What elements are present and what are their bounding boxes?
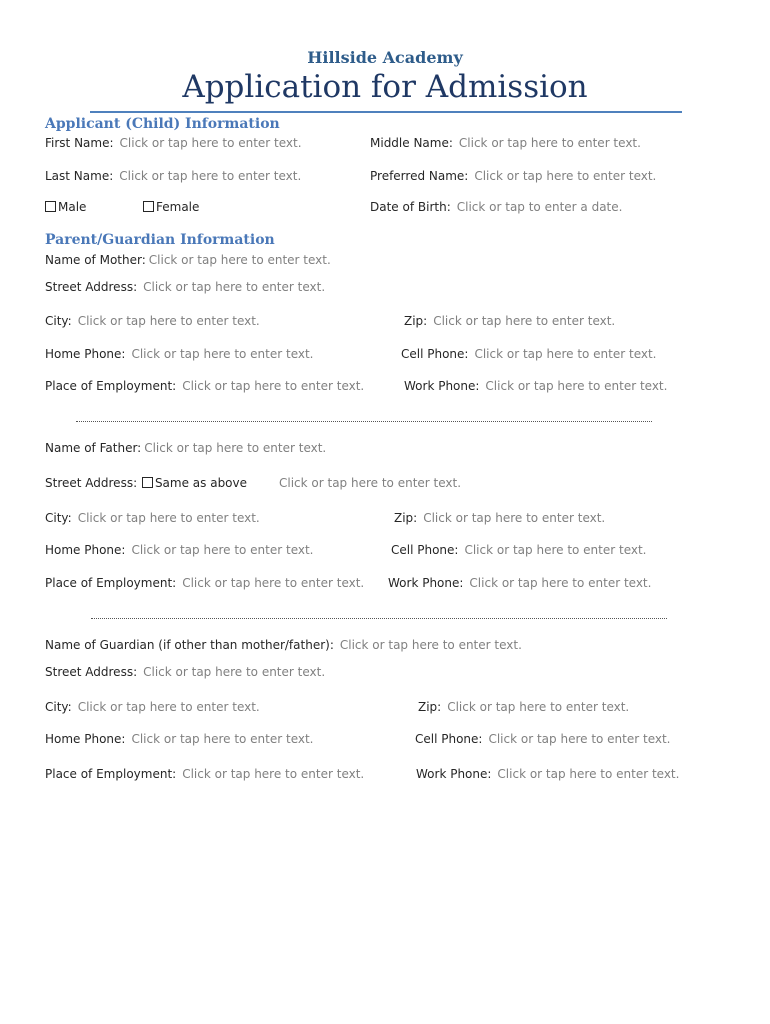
middle-name-field[interactable]: Click or tap here to enter text. bbox=[458, 136, 641, 150]
mother-city-label: City: bbox=[45, 314, 72, 328]
father-street-field-wrap bbox=[273, 476, 461, 490]
father-name-label: Name of Father: bbox=[45, 441, 142, 455]
guardian-name-label: Name of Guardian (if other than mother/father): bbox=[45, 638, 334, 652]
mother-employment-field[interactable]: Click or tap here to enter text. bbox=[182, 379, 365, 393]
guardian-zip-row bbox=[418, 700, 629, 714]
father-name-row bbox=[45, 441, 326, 455]
father-zip-label: Zip: bbox=[394, 511, 418, 525]
mother-city-row bbox=[45, 314, 260, 328]
father-cell-phone-row bbox=[391, 543, 647, 557]
mother-home-phone-label: Home Phone: bbox=[45, 347, 126, 361]
father-street-field[interactable]: Click or tap here to enter text. bbox=[279, 476, 462, 490]
mother-zip-label: Zip: bbox=[404, 314, 428, 328]
applicant-section-heading: Applicant (Child) Information bbox=[45, 116, 280, 132]
same-as-above-label: Same as above bbox=[154, 476, 248, 490]
guardian-home-phone-row bbox=[45, 732, 314, 746]
guardian-street-field[interactable]: Click or tap here to enter text. bbox=[143, 665, 326, 679]
section-divider bbox=[91, 618, 667, 619]
mother-city-field[interactable]: Click or tap here to enter text. bbox=[77, 314, 260, 328]
male-label: Male bbox=[58, 200, 87, 214]
dob-label: Date of Birth: bbox=[370, 200, 451, 214]
father-employment-row bbox=[45, 576, 364, 590]
guardian-name-row bbox=[45, 638, 522, 652]
preferred-name-field[interactable]: Click or tap here to enter text. bbox=[474, 169, 657, 183]
guardian-cell-phone-field[interactable]: Click or tap here to enter text. bbox=[488, 732, 671, 746]
mother-home-phone-field[interactable]: Click or tap here to enter text. bbox=[131, 347, 314, 361]
mother-zip-field[interactable]: Click or tap here to enter text. bbox=[433, 314, 616, 328]
preferred-name-label: Preferred Name: bbox=[370, 169, 469, 183]
guardian-work-phone-row bbox=[416, 767, 679, 781]
guardian-employment-field[interactable]: Click or tap here to enter text. bbox=[182, 767, 365, 781]
mother-street-field[interactable]: Click or tap here to enter text. bbox=[143, 280, 326, 294]
father-cell-phone-label: Cell Phone: bbox=[391, 543, 459, 557]
father-work-phone-field[interactable]: Click or tap here to enter text. bbox=[469, 576, 652, 590]
female-option[interactable] bbox=[143, 200, 199, 214]
father-home-phone-row bbox=[45, 543, 314, 557]
father-employment-field[interactable]: Click or tap here to enter text. bbox=[182, 576, 365, 590]
mother-employment-label: Place of Employment: bbox=[45, 379, 177, 393]
father-street-row bbox=[45, 476, 247, 490]
guardian-work-phone-label: Work Phone: bbox=[416, 767, 492, 781]
guardian-name-field[interactable]: Click or tap here to enter text. bbox=[339, 638, 522, 652]
guardian-street-label: Street Address: bbox=[45, 665, 138, 679]
guardian-zip-label: Zip: bbox=[418, 700, 442, 714]
first-name-row bbox=[45, 136, 302, 150]
father-name-field[interactable]: Click or tap here to enter text. bbox=[144, 441, 327, 455]
mother-street-label: Street Address: bbox=[45, 280, 138, 294]
guardian-city-row bbox=[45, 700, 260, 714]
male-option[interactable] bbox=[45, 200, 86, 214]
mother-work-phone-field[interactable]: Click or tap here to enter text. bbox=[485, 379, 668, 393]
mother-street-row bbox=[45, 280, 325, 294]
guardian-city-field[interactable]: Click or tap here to enter text. bbox=[77, 700, 260, 714]
dob-field[interactable]: Click or tap to enter a date. bbox=[456, 200, 623, 214]
female-label: Female bbox=[156, 200, 200, 214]
guardian-employment-row bbox=[45, 767, 364, 781]
same-as-above-checkbox[interactable] bbox=[142, 477, 153, 488]
mother-name-row bbox=[45, 253, 331, 267]
guardian-work-phone-field[interactable]: Click or tap here to enter text. bbox=[497, 767, 680, 781]
guardian-street-row bbox=[45, 665, 325, 679]
father-street-label: Street Address: bbox=[45, 476, 138, 490]
father-work-phone-label: Work Phone: bbox=[388, 576, 464, 590]
dob-row bbox=[370, 200, 622, 214]
title-underline bbox=[90, 111, 682, 113]
father-city-label: City: bbox=[45, 511, 72, 525]
father-employment-label: Place of Employment: bbox=[45, 576, 177, 590]
father-city-field[interactable]: Click or tap here to enter text. bbox=[77, 511, 260, 525]
school-name: Hillside Academy bbox=[307, 48, 463, 67]
mother-cell-phone-label: Cell Phone: bbox=[401, 347, 469, 361]
section-divider bbox=[76, 421, 652, 422]
father-home-phone-field[interactable]: Click or tap here to enter text. bbox=[131, 543, 314, 557]
page-title: Application for Admission bbox=[182, 69, 588, 105]
mother-cell-phone-row bbox=[401, 347, 657, 361]
father-zip-field[interactable]: Click or tap here to enter text. bbox=[423, 511, 606, 525]
parent-section-heading: Parent/Guardian Information bbox=[45, 232, 275, 248]
mother-employment-row bbox=[45, 379, 364, 393]
mother-work-phone-label: Work Phone: bbox=[404, 379, 480, 393]
guardian-cell-phone-label: Cell Phone: bbox=[415, 732, 483, 746]
guardian-employment-label: Place of Employment: bbox=[45, 767, 177, 781]
guardian-cell-phone-row bbox=[415, 732, 671, 746]
last-name-row bbox=[45, 169, 301, 183]
father-city-row bbox=[45, 511, 260, 525]
guardian-home-phone-label: Home Phone: bbox=[45, 732, 126, 746]
father-cell-phone-field[interactable]: Click or tap here to enter text. bbox=[464, 543, 647, 557]
mother-home-phone-row bbox=[45, 347, 314, 361]
guardian-city-label: City: bbox=[45, 700, 72, 714]
preferred-name-row bbox=[370, 169, 656, 183]
father-work-phone-row bbox=[388, 576, 651, 590]
guardian-home-phone-field[interactable]: Click or tap here to enter text. bbox=[131, 732, 314, 746]
first-name-field[interactable]: Click or tap here to enter text. bbox=[119, 136, 302, 150]
female-checkbox[interactable] bbox=[143, 201, 154, 212]
last-name-label: Last Name: bbox=[45, 169, 114, 183]
mother-zip-row bbox=[404, 314, 615, 328]
middle-name-row bbox=[370, 136, 641, 150]
mother-name-label: Name of Mother: bbox=[45, 253, 146, 267]
last-name-field[interactable]: Click or tap here to enter text. bbox=[119, 169, 302, 183]
mother-work-phone-row bbox=[404, 379, 667, 393]
mother-cell-phone-field[interactable]: Click or tap here to enter text. bbox=[474, 347, 657, 361]
father-zip-row bbox=[394, 511, 605, 525]
guardian-zip-field[interactable]: Click or tap here to enter text. bbox=[447, 700, 630, 714]
middle-name-label: Middle Name: bbox=[370, 136, 453, 150]
first-name-label: First Name: bbox=[45, 136, 114, 150]
male-checkbox[interactable] bbox=[45, 201, 56, 212]
father-home-phone-label: Home Phone: bbox=[45, 543, 126, 557]
mother-name-field[interactable]: Click or tap here to enter text. bbox=[148, 253, 331, 267]
